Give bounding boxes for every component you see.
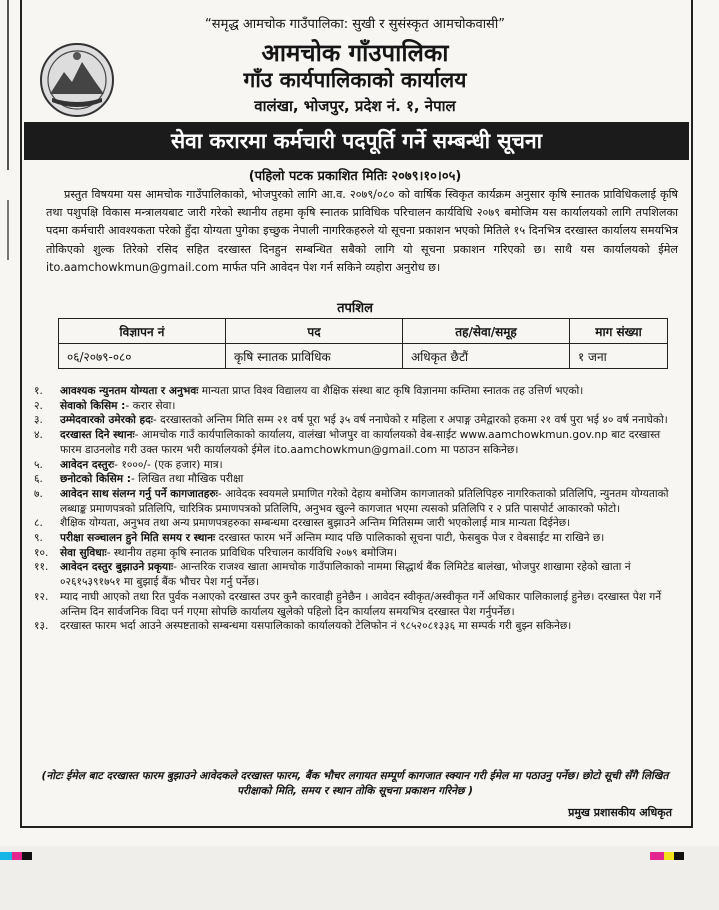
vacancy-table [58, 318, 668, 369]
list-item [34, 531, 676, 546]
table-title: तपशिल [337, 301, 373, 316]
list-item [34, 590, 676, 619]
table-header: विज्ञापन नं [59, 319, 226, 344]
list-item-number: ६. [34, 473, 43, 486]
table-header: पद [226, 319, 403, 344]
list-item-number: ११. [34, 561, 49, 574]
registration-mark [0, 852, 12, 860]
list-item-number: ८. [34, 517, 43, 530]
column-rule [7, 200, 9, 260]
list-item-number: १. [34, 385, 43, 397]
list-item-number: ४. [34, 429, 43, 442]
list-item-label: आवश्यक न्युनतम योग्यता र अनुभवः [60, 385, 199, 397]
list-item [34, 413, 676, 428]
table-cell: कृषि स्नातक प्राविधिक [226, 344, 403, 369]
office-name: गाँउ कार्यपालिकाको कार्यालय [243, 68, 467, 92]
list-item-number: ७. [34, 487, 43, 500]
table-header: माग संख्या [570, 319, 668, 344]
registration-mark [674, 852, 684, 860]
list-item-text: - करार सेवा। [125, 399, 176, 412]
list-item-number: ९. [34, 532, 43, 545]
registration-mark [650, 852, 664, 860]
list-item-label: उम्मेदवारको उमेरको हदः [60, 414, 153, 427]
list-item-text: म्याद नाघी आएको तथा रित पुर्वक नआएको दरखास्त उपर कुनै कारवाही हुनेछैन । आवेदन स्वीकृत/अस्वीकृत गर्ने अधिकार पालिकालाई हुनेछ। दरखास्त पेश गर्ने अन्तिम दिन सार्वजनिक विदा पर्न गएमा सोपछि कार्यालय खुलेको पहिलो दिन कार्यालय समयभित्र दरखास्त पेश गर्नुपर्नेछ। [60, 590, 662, 618]
list-item-text: - १०००/- (एक हजार) मात्र। [114, 458, 223, 471]
published-date: (पहिलो पटक प्रकाशित मितिः २०७९।१०।०५) [248, 169, 462, 184]
list-item-label: आवेदन दस्तुरः [60, 458, 115, 471]
list-item-text: - स्थानीय तहमा कृषि स्नातक प्राविधिक परिचालन कार्यविधि २०७९ बमोजिम। [106, 546, 398, 559]
list-item-label: आवेदन साथ संलग्न गर्नु पर्ने कागजातहरुः [60, 487, 218, 500]
list-item [34, 560, 676, 589]
list-item [34, 428, 676, 457]
list-item-text: दरखास्त फारम भर्ने अन्तिम म्याद पछि पालिकाको सूचना पाटी, फेसबुक पेज र वेबसाईट मा राखिने छ। [215, 532, 605, 545]
office-address: वालंखा, भोजपुर, प्रदेश नं. १, नेपाल [254, 97, 456, 115]
list-item [34, 516, 676, 531]
list-item-number: ५. [34, 458, 43, 471]
list-item-number: १३. [34, 620, 49, 633]
table-header-row [59, 319, 668, 344]
list-item-label: सेवाको किसिम : [60, 399, 126, 412]
list-item [34, 458, 676, 473]
list-item [34, 619, 676, 634]
list-item-label: आवेदन दस्तुर बुझाउने प्रकृयाः [60, 561, 174, 574]
registration-mark [22, 852, 32, 860]
registration-mark [12, 852, 22, 860]
notice-items-list [34, 384, 676, 634]
motto: “समृद्ध आमचोक गाउँपालिका: सुखी र सुसंस्कृत आमचोकवासी” [205, 17, 505, 32]
note: (नोटः ईमेल बाट दरखास्त फारम बुझाउने आवेदकले दरखास्त फारम, बैंक भौचर लगायत सम्पूर्ण कागजात स्क्यान गरी ईमेल मा पठाउनु पर्नेछ। छोटो सूची सँगै लिखित परीक्षाको मिति, समय र स्थान तोकि सूचना प्रकाशन गरिनेछ ) [41, 770, 669, 797]
notice-title-banner: सेवा करारमा कर्मचारी पदपूर्ति गर्ने सम्बन्धी सूचना [24, 122, 689, 160]
org-name: आमचोक गाँउपालिका [261, 39, 449, 67]
list-item [34, 384, 676, 399]
list-item-text: - आवेदक स्वयमले प्रमाणित गरेको देहाय बमोजिम कागजातको प्रतिलिपिहरु नागरिकताको प्रतिलिपि, न्युनतम योग्यताको लब्धाङ्क प्रमाणपत्रको प्रतिलिपि, चारित्रिक प्रमाणपत्रको प्रतिलिपि, अनुभव खुल्ने कागजात भएमा त्यसको प्रतिलिपि र २ प्रति पासपोर्ट आकारको फोटो। [60, 487, 669, 515]
list-item-text: - लिखित तथा मौखिक परीक्षा [131, 473, 244, 486]
list-item-text: - आन्तरिक राजश्व खाता आमचोक गाउँपालिकाको नाममा सिद्धार्थ बैंक लिमिटेड बालंखा, भोजपुर शाखामा रहेको खाता नं ०२६१५३९१७५१ मा बुझाई बैंक भौचर पेश गर्नु पर्नेछ। [60, 561, 631, 589]
column-rule [7, 0, 9, 170]
list-item-label: परीक्षा सञ्चालन हुने मिति समय र स्थानः [60, 532, 216, 545]
list-item [34, 399, 676, 414]
list-item [34, 546, 676, 561]
list-item-text: - दरखास्तको अन्तिम मिति सम्म २१ वर्ष पूरा भई ३५ वर्ष ननाघेको र महिला र अपाङ्ग उमेद्वारको हकमा २१ वर्ष पुरा भई ४० वर्ष ननाघेको। [152, 414, 668, 427]
list-item-text: मान्यता प्राप्त विश्व विद्यालय वा शैक्षिक संस्था बाट कृषि विज्ञानमा कम्तिमा स्नातक तह उत्तिर्ण भएको। [198, 385, 584, 397]
table-cell: ०६/२०७९-०८० [59, 344, 226, 369]
list-item-number: १२. [34, 590, 49, 603]
list-item-number: ३. [34, 414, 43, 427]
registration-mark [664, 852, 674, 860]
signatory: प्रमुख प्रशासकीय अधिकृत [568, 806, 672, 819]
list-item-number: १०. [34, 546, 49, 559]
list-item [34, 487, 676, 516]
list-item-label: दरखास्त दिने स्थानः [60, 429, 135, 442]
list-item-text: - आमचोक गाउँ कार्यपालिकाको कार्यालय, वालंखा भोजपुर वा कार्यालयको वेब-साईट www.aamchowkmun.gov.np बाट दरखास्त फारम डाउनलोड गरी उक्त फारम भरी कार्यालयको ईमेल ito.aamchowkmun@gmail.com मा पठाउन सकिनेछ। [60, 429, 661, 456]
table-cell: १ जना [570, 344, 668, 369]
table-header: तह/सेवा/समूह [403, 319, 570, 344]
table-cell: अधिकृत छैटौं [403, 344, 570, 369]
list-item-text: शैक्षिक योग्यता, अनुभव तथा अन्य प्रमाणपत्रहरुका सम्बन्धमा दरखास्त बुझाउने अन्तिम मितिसम्म जारी भएकोलाई मात्र मान्यता दिईनेछ। [60, 517, 571, 530]
list-item-number: २. [34, 399, 43, 412]
list-item-label: सेवा सुविधाः [60, 546, 107, 559]
intro-paragraph: प्रस्तुत विषयमा यस आमचोक गाउँपालिकाको, भोजपुरको लागि आ.व. २०७९/०८० को वार्षिक स्विकृत कार्यक्रम अनुसार कृषि स्नातक प्राविधिकलाई कृषि तथा पशुपक्षि विकास मन्त्रालयबाट जारी गरेको स्थानीय तहमा कृषि स्नातक प्राविधिक परिचालन कार्यविधि २०७९ बमोजिम यस कार्यालयको लागि तपशिलका पदमा कर्मचारी आवश्यकता परेको हुँदा योग्यता पुगेका इच्छुक नेपाली नागरिकहरुले यो सूचना प्रकाशन भएको मितिले १५ दिनभित्र दरखास्त कार्यालय समयभित्र तोकिएको शुल्क तिरेको रसिद सहित दरखास्त दिनहुन सम्बन्धित सबैको लागि यो सूचना प्रकाशन गरिएको छ। साथै यस कार्यालयको ईमेल ito.aamchowkmun@gmail.com मार्फत पनि आवेदन पेश गर्न सकिने व्यहोरा अनुरोध छ। [46, 188, 678, 274]
list-item [34, 472, 676, 487]
nepal-emblem-logo-icon [36, 40, 118, 118]
list-item-text: दरखास्त फारम भर्दा आउने अस्पष्टताको सम्बन्धमा यसपालिकाको कार्यालयको टेलिफोन नं ९८५२०८१३३६ मा सम्पर्क गरी बुझ्न सकिनेछ। [60, 620, 572, 633]
table-row [59, 344, 668, 369]
list-item-label: छनोटको किसिम : [60, 473, 132, 486]
